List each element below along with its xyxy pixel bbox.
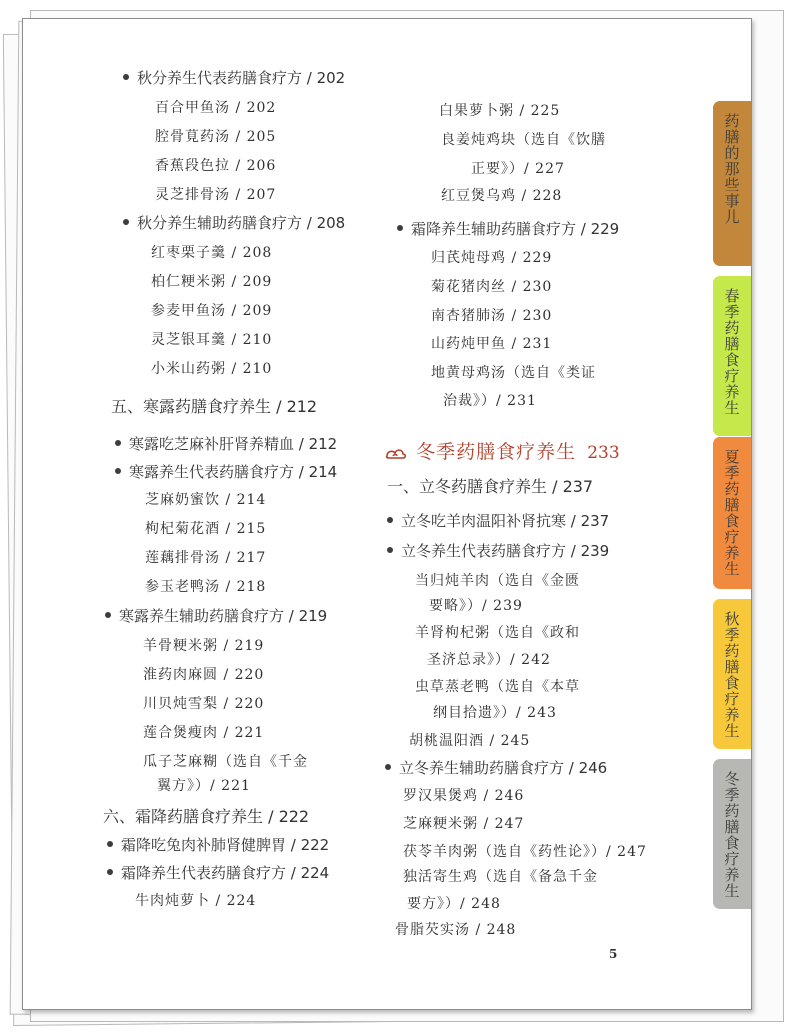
toc-entry-text: 一、立冬药膳食疗养生 / 237 <box>387 477 594 496</box>
toc-entry-text: 芝麻奶蜜饮 / 214 <box>145 492 267 508</box>
toc-entry-text: 正要》）/ 227 <box>471 161 565 177</box>
bullet-icon <box>387 517 393 523</box>
toc-entry-text: 地黄母鸡汤（选自《类证 <box>431 365 596 381</box>
toc-entry-text: 治裁》）/ 231 <box>443 393 537 409</box>
toc-entry-text: 山药炖甲鱼 / 231 <box>431 336 553 352</box>
toc-item <box>431 309 552 323</box>
toc-entry-text: 要略》）/ 239 <box>429 598 523 614</box>
toc-item <box>135 894 256 908</box>
bullet-icon <box>115 440 121 446</box>
toc-entry-text: 立冬吃羊肉温阳补肾抗寒 / 237 <box>401 512 610 530</box>
season-heading-page: 233 <box>587 443 620 463</box>
toc-entry-text: 良姜炖鸡块（选自《饮膳 <box>441 132 606 148</box>
season-heading-title: 冬季药膳食疗养生 <box>416 441 577 463</box>
toc-item <box>407 897 501 911</box>
bullet-icon <box>387 547 393 553</box>
section-tab-label: 冬季药膳食疗养生 <box>722 771 741 899</box>
section-tab[interactable] <box>713 759 751 909</box>
toc-entry-text: 纲目拾遗》）/ 243 <box>433 705 557 721</box>
toc-entry-text: 独活寄生鸡（选自《备急千金 <box>403 869 598 885</box>
toc-item <box>433 706 557 720</box>
toc-entry-text: 莲合煲瘦肉 / 221 <box>143 725 265 741</box>
toc-entry-text: 参玉老鸭汤 / 218 <box>145 579 267 595</box>
toc-item <box>145 580 266 594</box>
bullet-icon <box>105 612 111 618</box>
toc-section-entry <box>105 609 327 624</box>
toc-entry-text: 茯苓羊肉粥（选自《药性论》）/ 247 <box>403 844 647 860</box>
toc-entry-text: 霜降吃兔肉补肺肾健脾胃 / 222 <box>121 836 330 854</box>
toc-entry-text: 霜降养生辅助药膳食疗方 / 229 <box>411 220 620 238</box>
toc-entry-text: 秋分养生辅助药膳食疗方 / 208 <box>137 214 346 232</box>
section-tab-label: 夏季药膳食疗养生 <box>722 449 741 577</box>
toc-entry-text: 南杏猪肺汤 / 230 <box>431 308 553 324</box>
toc-entry-text: 香蕉段色拉 / 206 <box>155 158 277 174</box>
toc-item <box>403 870 598 884</box>
toc-entry-text: 柏仁粳米粥 / 209 <box>151 274 273 290</box>
toc-item <box>409 734 530 748</box>
toc-item <box>155 130 276 144</box>
toc-chapter-heading <box>111 399 317 415</box>
toc-entry-text: 瓜子芝麻糊（选自《千金 <box>143 754 308 770</box>
toc-entry-text: 骨脂芡实汤 / 248 <box>395 922 517 938</box>
toc-entry-text: 淮药肉麻圆 / 220 <box>143 667 265 683</box>
toc-item <box>429 599 523 613</box>
toc-item <box>431 251 552 265</box>
toc-item <box>145 551 266 565</box>
toc-item <box>403 817 524 831</box>
toc-item <box>431 337 552 351</box>
toc-entry-text: 羊肾枸杞粥（选自《政和 <box>415 625 580 641</box>
toc-item <box>427 653 551 667</box>
toc-item <box>415 680 580 694</box>
toc-section-entry <box>107 838 329 853</box>
toc-entry-text: 腔骨莧药汤 / 205 <box>155 129 277 145</box>
toc-entry-text: 归芪炖母鸡 / 229 <box>431 250 553 266</box>
toc-entry-text: 当归炖羊肉（选自《金匮 <box>415 573 580 589</box>
toc-section-entry <box>115 437 337 452</box>
section-tab[interactable] <box>713 101 751 266</box>
page-number: 5 <box>609 947 618 961</box>
toc-item <box>395 923 516 937</box>
toc-entry-text: 川贝炖雪梨 / 220 <box>143 696 265 712</box>
toc-item <box>441 133 606 147</box>
toc-section-entry <box>387 544 609 559</box>
toc-entry-text: 红枣栗子羹 / 208 <box>151 245 273 261</box>
toc-section-entry <box>123 71 345 86</box>
toc-entry-text: 芝麻粳米粥 / 247 <box>403 816 525 832</box>
toc-item <box>157 779 251 793</box>
toc-entry-text: 羊骨粳米粥 / 219 <box>143 638 265 654</box>
toc-entry-text: 白果萝卜粥 / 225 <box>439 103 561 119</box>
toc-item <box>151 304 272 318</box>
toc-entry-text: 红豆煲乌鸡 / 228 <box>441 188 563 204</box>
toc-item <box>151 362 272 376</box>
toc-item <box>439 104 560 118</box>
toc-entry-text: 寒露吃芝麻补肝肾养精血 / 212 <box>129 435 338 453</box>
toc-item <box>155 188 276 202</box>
toc-entry-text: 灵芝排骨汤 / 207 <box>155 187 277 203</box>
toc-entry-text: 寒露养生辅助药膳食疗方 / 219 <box>119 607 328 625</box>
toc-item <box>143 668 264 682</box>
toc-section-entry <box>397 222 619 237</box>
toc-entry-text: 翼方》）/ 221 <box>157 778 251 794</box>
toc-item <box>145 493 266 507</box>
toc-item <box>151 246 272 260</box>
toc-entry-text: 霜降养生代表药膳食疗方 / 224 <box>121 864 330 882</box>
section-tab-label: 春季药膳食疗养生 <box>722 288 741 416</box>
section-tab[interactable] <box>713 599 751 749</box>
bullet-icon <box>107 841 113 847</box>
toc-entry-text: 小米山药粥 / 210 <box>151 361 273 377</box>
season-heading <box>385 437 620 464</box>
cloud-ornament-icon <box>385 447 407 461</box>
toc-entry-text: 要方》）/ 248 <box>407 896 501 912</box>
toc-entry-text: 立冬养生代表药膳食疗方 / 239 <box>401 542 610 560</box>
toc-entry-text: 莲藕排骨汤 / 217 <box>145 550 267 566</box>
toc-item <box>155 101 276 115</box>
toc-entry-text: 秋分养生代表药膳食疗方 / 202 <box>137 69 346 87</box>
bullet-icon <box>123 219 129 225</box>
section-tab[interactable] <box>713 437 751 589</box>
toc-entry-text: 枸杞菊花酒 / 215 <box>145 521 267 537</box>
section-tab-label: 秋季药膳食疗养生 <box>722 611 741 739</box>
toc-item <box>403 789 524 803</box>
toc-entry-text: 罗汉果煲鸡 / 246 <box>403 788 525 804</box>
toc-section-entry <box>115 465 337 480</box>
toc-entry-text: 胡桃温阳酒 / 245 <box>409 733 531 749</box>
toc-entry-text: 寒露养生代表药膳食疗方 / 214 <box>129 463 338 481</box>
bullet-icon <box>115 468 121 474</box>
toc-item <box>143 755 308 769</box>
section-tab[interactable] <box>713 276 751 436</box>
book-page <box>22 18 752 1010</box>
bullet-icon <box>385 764 391 770</box>
toc-section-entry <box>107 866 329 881</box>
toc-entry-text: 圣济总录》）/ 242 <box>427 652 551 668</box>
toc-item <box>155 159 276 173</box>
toc-item <box>441 189 562 203</box>
toc-entry-text: 参麦甲鱼汤 / 209 <box>151 303 273 319</box>
toc-item <box>403 845 647 859</box>
toc-item <box>415 574 580 588</box>
toc-chapter-heading <box>387 479 593 495</box>
toc-entry-text: 灵芝银耳羹 / 210 <box>151 332 273 348</box>
toc-entry-text: 菊花猪肉丝 / 230 <box>431 279 553 295</box>
toc-entry-text: 百合甲鱼汤 / 202 <box>155 100 277 116</box>
toc-item <box>443 394 537 408</box>
toc-item <box>431 280 552 294</box>
toc-section-entry <box>387 514 609 529</box>
toc-entry-text: 虫草蒸老鸭（选自《本草 <box>415 679 580 695</box>
section-tab-label: 药膳的那些事儿 <box>722 113 741 225</box>
toc-item <box>151 275 272 289</box>
toc-item <box>145 522 266 536</box>
toc-item <box>143 697 264 711</box>
toc-entry-text: 六、霜降药膳食疗养生 / 222 <box>103 807 310 826</box>
toc-item <box>151 333 272 347</box>
bullet-icon <box>397 225 403 231</box>
toc-entry-text: 立冬养生辅助药膳食疗方 / 246 <box>399 759 608 777</box>
toc-item <box>143 726 264 740</box>
bullet-icon <box>123 74 129 80</box>
toc-item <box>431 366 596 380</box>
toc-item <box>143 639 264 653</box>
toc-entry-text: 五、寒露药膳食疗养生 / 212 <box>111 397 318 416</box>
bullet-icon <box>107 869 113 875</box>
toc-section-entry <box>385 761 607 776</box>
toc-item <box>471 162 565 176</box>
toc-item <box>415 626 580 640</box>
toc-chapter-heading <box>103 809 309 825</box>
toc-entry-text: 牛肉炖萝卜 / 224 <box>135 893 257 909</box>
toc-section-entry <box>123 216 345 231</box>
